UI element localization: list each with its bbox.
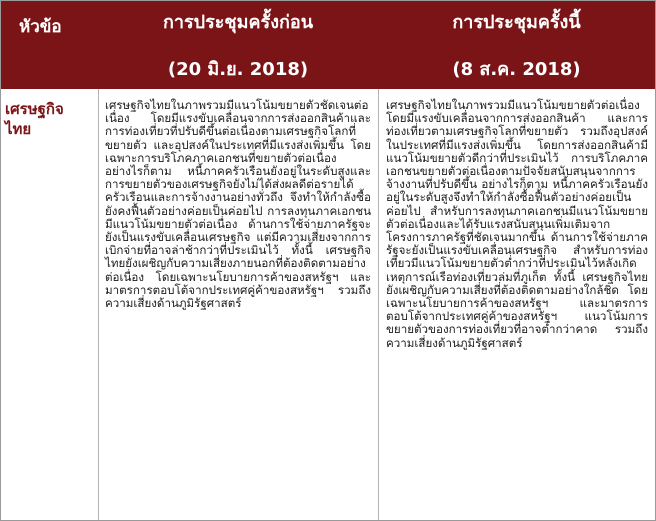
current-meeting-text: เศรษฐกิจไทยในภาพรวมมีแนวโน้มขยายตัวต่อเนื่อง โดยมีแรงขับเคลื่อนจากการส่งออกสินค้า และการท่องเที่ยวตามเศรษฐกิจโลกที่ขยายตัว รวมถึงอุปสงค์ในประเทศที่มีแรงส่งเพิ่มขึ้น โดยการส่งออกสินค้ามีแนวโน้มขยายตัวดีกว่าที่ประเมินไว้ การบริโภคภาคเอกชนขยายตัวต่อเนื่องตามปัจจัยสนับสนุนจากการจ้างงานที่ปรับดีขึ้น อย่างไรก็ตาม หนี้ภาคครัวเรือนยังอยู่ในระดับสูงจึงทำให้กำลังซื้อฟื้นตัวอย่างค่อยเป็นค่อยไป สำหรับการลงทุนภาคเอกชนมีแนวโน้มขยายตัวต่อเนื่องและได้รับแรงสนับสนุนเพิ่มเติมจากโครงการภาครัฐที่ชัดเจนมากขึ้น ด้านการใช้จ่ายภาครัฐจะยังเป็นแรงขับเคลื่อนเศรษฐกิจ สำหรับการท่องเที่ยวมีแนวโน้มขยายตัวต่ำกว่าที่ประเมินไว้หลังเกิดเหตุการณ์เรือท่องเที่ยวล่มที่ภูเก็ต ทั้งนี้ เศรษฐกิจไทยยังเผชิญกับความเสี่ยงที่ต้องติดตามอย่างใกล้ชิด โดยเฉพาะนโยบายการค้าของสหรัฐฯ และมาตรการตอบโต้จากประเทศคู่ค้าของสหรัฐฯ แนวโน้มการขยายตัวของการท่องเที่ยวที่อาจต่ำกว่าคาด รวมถึงความเสี่ยงด้านภูมิรัฐศาสตร์ bbox=[386, 98, 648, 350]
header-previous-date: (20 มิ.ย. 2018) bbox=[167, 59, 309, 80]
table-header bbox=[1, 1, 655, 89]
header-current-title: การประชุมครั้งนี้ bbox=[452, 12, 581, 33]
header-current-meeting bbox=[378, 1, 655, 89]
header-topic-label: หัวข้อ bbox=[19, 17, 62, 37]
row-topic bbox=[5, 99, 93, 139]
header-current-date: (8 ส.ค. 2018) bbox=[452, 59, 581, 80]
previous-meeting-text: เศรษฐกิจไทยในภาพรวมมีแนวโน้มขยายตัวชัดเจนต่อเนื่อง โดยมีแรงขับเคลื่อนจากการส่งออกสินค้าและการท่องเที่ยวที่ปรับดีขึ้นต่อเนื่องตามเศรษฐกิจโลกที่ขยายตัว และอุปสงค์ในประเทศที่มีแรงส่งเพิ่มขึ้น โดยเฉพาะการบริโภคภาคเอกชนที่ขยายตัวต่อเนื่อง อย่างไรก็ตาม หนี้ภาคครัวเรือนยังอยู่ในระดับสูงและการขยายตัวของเศรษฐกิจยังไม่ได้ส่งผลดีต่อรายได้ครัวเรือนและการจ้างงานอย่างทั่วถึง จึงทำให้กำลังซื้อยังคงฟื้นตัวอย่างค่อยเป็นค่อยไป การลงทุนภาคเอกชนมีแนวโน้มขยายตัวต่อเนื่อง ด้านการใช้จ่ายภาครัฐจะยังเป็นแรงขับเคลื่อนเศรษฐกิจ แต่มีความเสี่ยงจากการเบิกจ่ายที่อาจล่าช้ากว่าที่ประเมินไว้ ทั้งนี้ เศรษฐกิจไทยยังเผชิญกับความเสี่ยงภายนอกที่ต้องติดตามอย่างต่อเนื่อง โดยเฉพาะนโยบายการค้าของสหรัฐฯ และมาตรการตอบโต้จากประเทศคู่ค้าของสหรัฐฯ รวมถึงความเสี่ยงด้านภูมิรัฐศาสตร์ bbox=[105, 98, 371, 311]
row-topic-line: เศรษฐกิจ bbox=[5, 100, 64, 118]
header-topic bbox=[1, 1, 98, 89]
row-topic-line: ไทย bbox=[5, 120, 32, 138]
header-previous-title: การประชุมครั้งก่อน bbox=[162, 12, 314, 33]
header-previous-meeting bbox=[98, 1, 378, 89]
table-row bbox=[1, 89, 655, 520]
